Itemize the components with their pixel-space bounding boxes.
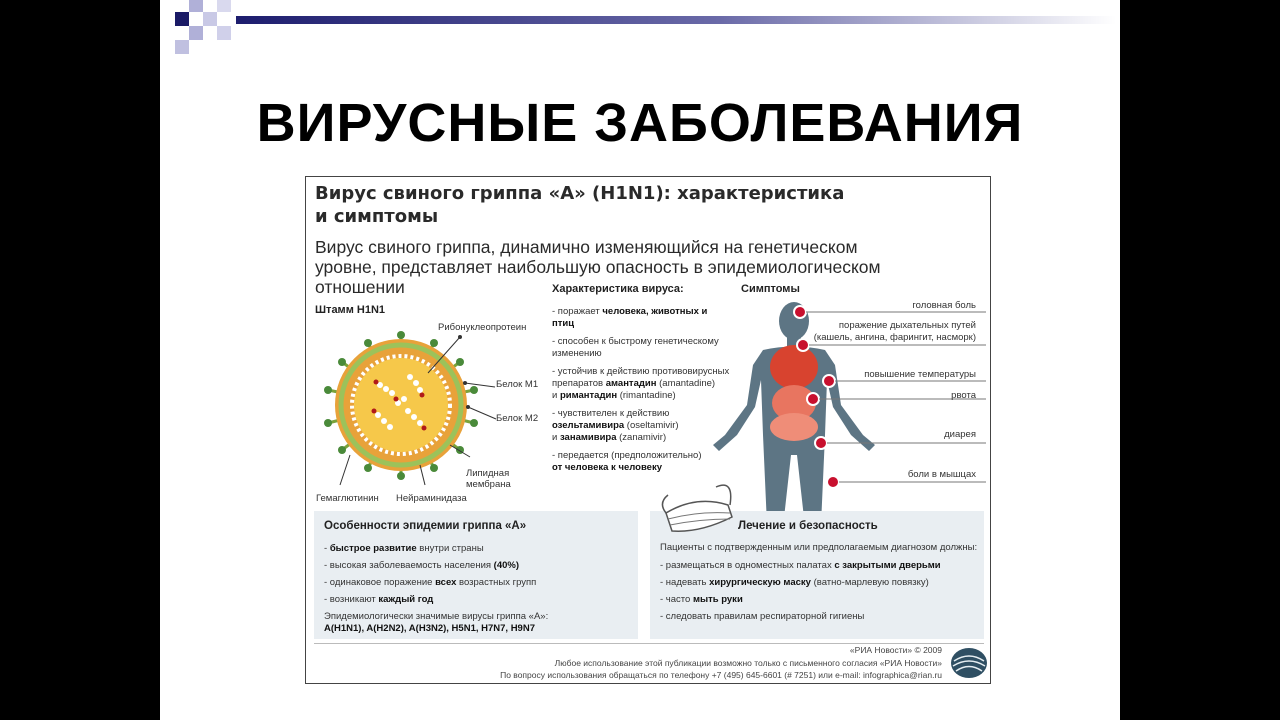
item-text: (rimantadine) [617, 390, 676, 401]
slide-title: ВИРУСНЫЕ ЗАБОЛЕВАНИЯ [256, 93, 1024, 153]
item-text: - часто [660, 594, 693, 605]
item-bold: римантадин [559, 390, 618, 401]
strain-title: Штамм H1N1 [315, 304, 386, 316]
item-text: - устойчив к действию противовирусных [552, 366, 730, 377]
epidemic-item [324, 560, 548, 572]
item-bold: птиц [552, 318, 575, 329]
symptoms-title: Симптомы [741, 283, 800, 295]
item-text: - способен к быстрому генетическому [552, 336, 719, 347]
item-text: - возникают [324, 594, 379, 605]
symptom-vomiting: рвота [951, 390, 976, 401]
ria-logo-icon [950, 647, 988, 679]
epidemic-viruses: A(H1N1), A(H2N2), A(H3N2), H5N1, H7N7, H9N7 [324, 623, 535, 634]
mask-icon [656, 473, 738, 543]
label-neuraminidase: Нейраминидаза [396, 493, 467, 504]
epidemic-item [324, 577, 548, 589]
item-text: - одинаковое поражение [324, 577, 436, 588]
treatment-item [660, 577, 977, 589]
treatment-title: Лечение и безопасность [738, 520, 878, 532]
symptom-respiratory-detail: (кашель, ангина, фарингит, насморк) [813, 332, 976, 343]
item-bold: человека, животных и [602, 306, 708, 317]
item-text: - чувствителен к действию [552, 408, 670, 419]
characteristics-title: Характеристика вируса: [552, 283, 684, 295]
item-text: (ватно-марлевую повязку) [810, 577, 929, 588]
subtitle-line-2: уровне, представляет наибольшую опасность в эпидемиологическом [315, 257, 881, 277]
label-protein-m2: Белок М2 [496, 413, 539, 424]
epidemic-panel [314, 511, 638, 639]
epidemic-list [324, 543, 548, 635]
label-protein-m1: Белок М1 [496, 379, 539, 390]
slide [160, 0, 1120, 720]
item-text: препаратов [552, 378, 606, 389]
subtitle-line-1: Вирус свиного гриппа, динамично изменяющийся на генетическом [315, 237, 858, 257]
infographic-heading [315, 182, 844, 228]
item-text: - передается (предположительно) [552, 450, 702, 461]
item-text: - поражает [552, 306, 603, 317]
item-bold: занамивира [559, 432, 617, 443]
symptom-respiratory: поражение дыхательных путей [838, 320, 976, 331]
item-text: (oseltamivir) [624, 420, 679, 431]
label-lipid-line1: Липидная [466, 468, 510, 479]
treatment-intro: Пациенты с подтвержденным или предполагаемым диагнозом должны: [660, 542, 978, 553]
item-bold: мыть руки [692, 594, 743, 605]
treatment-item [660, 560, 977, 572]
label-ribonucleoprotein: Рибонуклеопротеин [438, 322, 527, 333]
symptom-headache: головная боль [912, 300, 976, 311]
heading-line-2: и симптомы [315, 206, 439, 227]
item-text: - размещаться в одноместных палатах [660, 560, 835, 571]
symptom-fever: повышение температуры [864, 369, 976, 380]
treatment-item [660, 594, 977, 606]
item-bold: от человека к человеку [552, 462, 662, 473]
symptom-muscle-pain: боли в мышцах [907, 469, 976, 480]
item-text: (amantadine) [656, 378, 716, 389]
subtitle-line-3: отношении [315, 277, 405, 297]
item-text: - [324, 543, 330, 554]
item-bold: амантадин [605, 378, 657, 389]
footer-divider [314, 643, 984, 644]
virus-core [354, 358, 448, 452]
item-text: - следовать правилам респираторной гигиены [660, 611, 865, 622]
label-hemagglutinin: Гемаглютинин [316, 493, 379, 504]
treatment-item [660, 611, 977, 623]
item-text: и [552, 432, 560, 443]
footer-contact: По вопросу использования обращаться по телефону +7 (495) 645-6601 (# 7251) или e-mail: infographica@rian.ru [500, 670, 942, 680]
item-text: - надевать [660, 577, 710, 588]
epidemic-item [324, 594, 548, 606]
item-bold: хирургическую маску [709, 577, 811, 588]
intestines [770, 413, 818, 441]
item-text: и [552, 390, 560, 401]
footer-copyright: «РИА Новости» © 2009 [849, 645, 942, 655]
infographic [305, 176, 991, 684]
label-lipid-membrane [466, 468, 511, 490]
item-bold: (40%) [493, 560, 519, 571]
slide-header-decoration [160, 0, 1120, 60]
item-bold: быстрое развитие [329, 543, 417, 554]
epidemic-title: Особенности эпидемии гриппа «А» [324, 520, 527, 532]
item-text: изменению [552, 348, 602, 359]
item-bold: с закрытыми дверьми [834, 560, 941, 571]
item-text: (zanamivir) [616, 432, 667, 443]
item-text: - высокая заболеваемость населения [324, 560, 494, 571]
treatment-list [660, 542, 977, 623]
heading-line-1: Вирус свиного гриппа «А» (H1N1): характеристика [315, 183, 845, 204]
footer-usage: Любое использование этой публикации возможно только с письменного согласия «РИА Новости» [554, 658, 942, 668]
epidemic-item [324, 543, 548, 555]
item-text: возрастных групп [456, 577, 537, 588]
epidemic-note: Эпидемиологически значимые вирусы гриппа «А»: [324, 611, 549, 622]
label-lipid-line2: мембрана [466, 479, 511, 490]
lungs [770, 345, 818, 389]
item-bold: озельтамивира [552, 420, 625, 431]
item-bold: каждый год [378, 594, 434, 605]
symptom-diarrhea: диарея [944, 429, 976, 440]
item-text: внутри страны [416, 543, 484, 554]
item-bold: всех [435, 577, 457, 588]
